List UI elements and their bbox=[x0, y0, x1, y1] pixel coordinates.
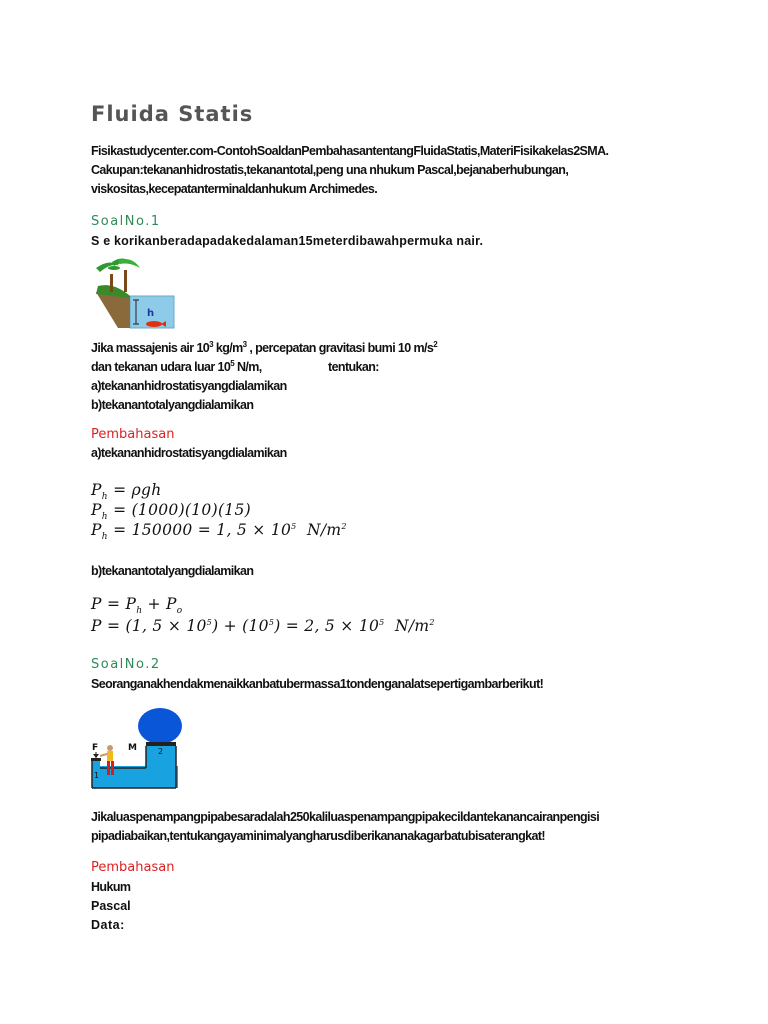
hydraulic-lift-figure bbox=[88, 708, 184, 790]
soal2-pascal: Pascal bbox=[91, 899, 131, 913]
soal2-hukum: Hukum bbox=[91, 880, 131, 894]
soal1-part-b: b)tekanantotalyangdialamikan bbox=[91, 564, 254, 578]
intro-line: viskositas,kecepatanterminaldanhukum Archimedes. bbox=[91, 182, 378, 196]
eq-p-total-result: P = (1, $5 \times 10^5) + (10^5) = 2$, $5 \times 10^5$ $N/m^2$ bbox=[91, 617, 435, 635]
soal2-heading: SoalNo.2 bbox=[91, 657, 161, 672]
intro-line: Fisikastudycenter.com-ContohSoaldanPembahasantentangFluidaStatis,MateriFisikakelas2SMA. bbox=[91, 144, 609, 158]
eq-ph-rho-g-h: $P_h = \rho gh$ bbox=[91, 481, 162, 503]
soal1-question: S e korikanberadapadakedalaman15meterdibawahpermuka nair. bbox=[91, 234, 484, 248]
depth-label: h bbox=[147, 308, 155, 319]
soal2-data: Data: bbox=[91, 918, 125, 932]
diver-pool-figure bbox=[94, 256, 176, 330]
soal1-part-a: a)tekananhidrostatisyangdialamikan bbox=[91, 446, 287, 460]
eq-ph-substitution: $P_h = (1000)(10)(15)$ bbox=[91, 501, 251, 523]
soal1-given-line2-end: tentukan: bbox=[328, 360, 379, 374]
intro-line: Cakupan:tekananhidrostatis,tekanantotal,peng una nhukum Pascal,bejanaberhubungan, bbox=[91, 163, 569, 177]
soal1-ask-a: a)tekananhidrostatisyangdialamikan bbox=[91, 379, 287, 393]
intro-paragraph bbox=[91, 142, 691, 199]
soal1-ask-b: b)tekanantotalyangdialamikan bbox=[91, 398, 254, 412]
svg-text:F: F bbox=[92, 743, 99, 753]
page-title: Fluida Statis bbox=[91, 102, 254, 126]
soal1-heading: SoalNo.1 bbox=[91, 214, 161, 229]
soal2-body-line2: pipadiabaikan,tentukangayaminimalyangharusdiberikananakagarbatubisaterangkat! bbox=[91, 829, 545, 843]
eq-ph-result: $P_h = 150000 = 1$, $5 \times 10^5$ $N/m^2$ bbox=[91, 521, 347, 543]
soal1-given-line2: dan tekanan udara luar $10^5$ N/m, bbox=[91, 358, 262, 374]
svg-text:1: 1 bbox=[94, 771, 100, 780]
soal1-pembahasan: Pembahasan bbox=[91, 427, 175, 442]
soal2-pembahasan: Pembahasan bbox=[91, 860, 175, 875]
soal1-given-line1: Jika massajenis air $10^3$ $kg/m^3$ , percepatan gravitasi bumi 10 $m/s^2$ bbox=[91, 339, 438, 355]
svg-text:M: M bbox=[128, 743, 137, 753]
soal2-question: Seoranganakhendakmenaikkanbatubermassa1tondenganalatsepertigambarberikut! bbox=[91, 677, 544, 691]
soal2-body-line1: Jikaluaspenampangpipabesaradalah250kaliluaspenampangpipakecildantekanancairanpengisi bbox=[91, 810, 600, 824]
eq-p-total: $P = P_h + P_o$ bbox=[91, 595, 183, 617]
svg-text:2: 2 bbox=[158, 747, 164, 756]
